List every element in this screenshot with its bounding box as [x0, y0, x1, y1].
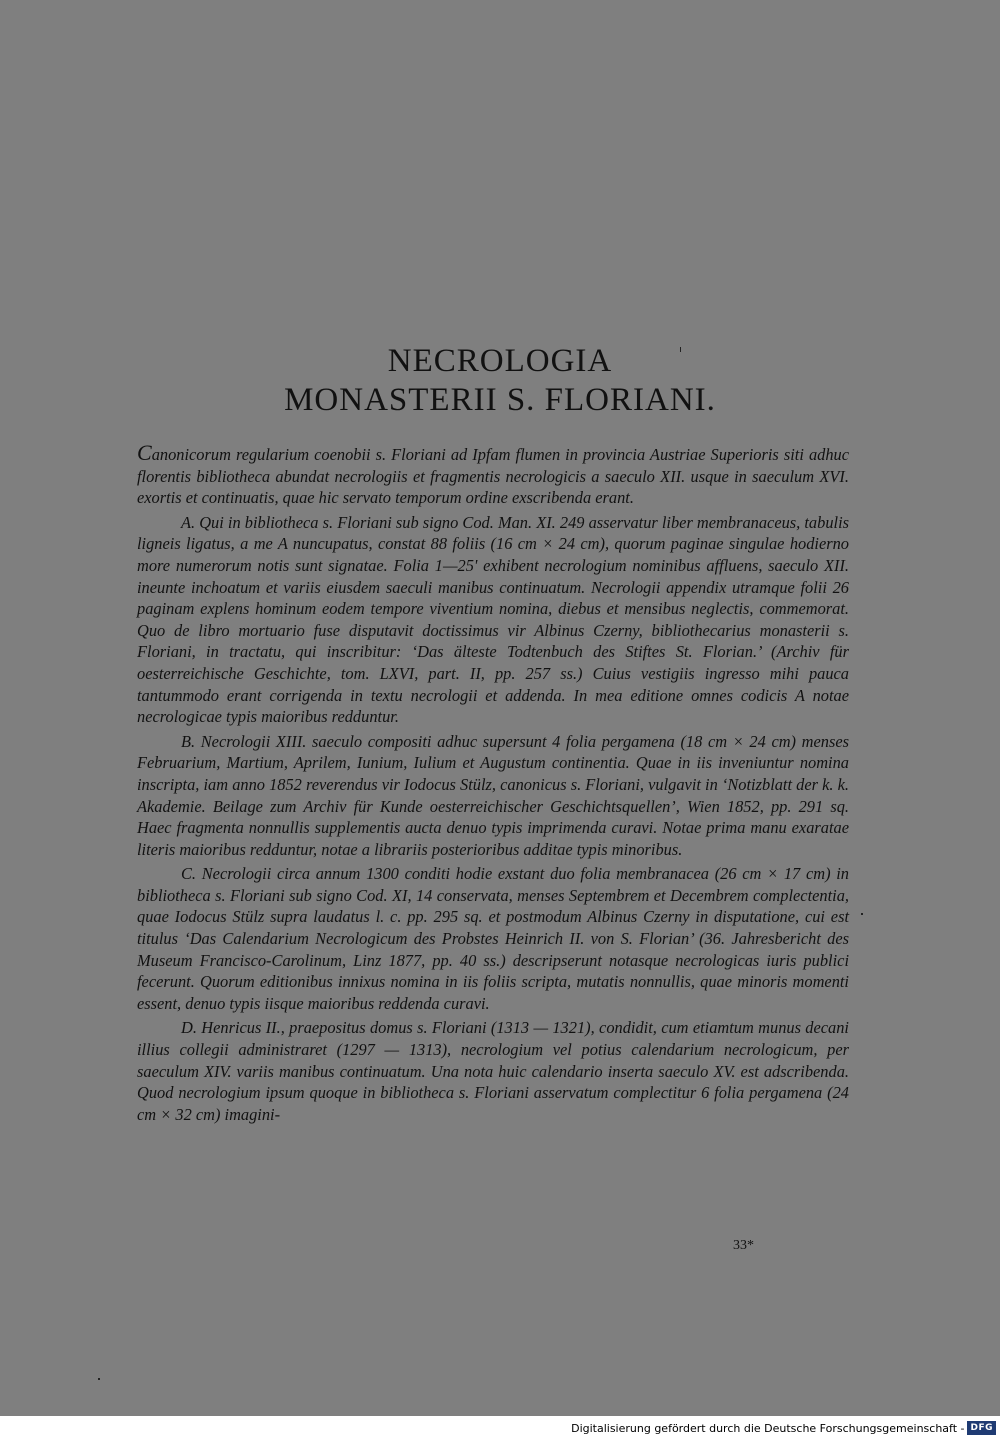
drop-cap: C	[137, 440, 152, 465]
funding-footer	[571, 1419, 996, 1437]
intro-text: anonicorum regularium coenobii s. Floriani ad Ipfam flumen in provincia Austriae Superioris siti adhuc florentis bibliotheca abundat necrologiis et fragmentis necrologicis a saeculo XII. usque in saeculum XVI. exortis et continuatis, quae hic servato temporum ordine exscribenda erant.	[137, 445, 849, 508]
scan-speck	[680, 347, 681, 352]
title-line-2: MONASTERII S. FLORIANI.	[284, 382, 716, 418]
paragraph-d: D. Henricus II., praepositus domus s. Floriani (1313 — 1321), condidit, cum etiamtum munus decani illius collegii administraret (1297 — 1313), necrologium vel potius calendarium necrologicum, per saeculum XIV. variis manibus continuatum. Una nota huic calendario inserta saeculo XV. est adscribenda. Quod necrologium ipsum quoque in bibliotheca s. Floriani asservatum complectitur 6 folia pergamena (24 cm × 32 cm) imagini-	[137, 1018, 849, 1124]
paragraph-b: B. Necrologii XIII. saeculo compositi adhuc supersunt 4 folia pergamena (18 cm × 24 cm) menses Februarium, Martium, Aprilem, Iunium, Iulium et Augustum continentia. Quae in iis inveniuntur nomina inscripta, iam anno 1852 reverendus vir Iodocus Stülz, canonicus s. Floriani, vulgavit in ‘Notizblatt der k. k. Akademie. Beilage zum Archiv für Kunde oesterreichischer Geschichtsquellen’, Wien 1852, pp. 291 sq. Haec fragmenta nonnullis supplementis aucta denuo typis imprimenda curavi. Notae prima manu exaratae literis maioribus redduntur, notae a librariis posterioribus additae typis minoribus.	[137, 731, 849, 859]
title-line-1: NECROLOGIA	[387, 343, 613, 379]
scan-speck	[861, 913, 863, 915]
paragraph-intro	[137, 442, 849, 509]
paragraph-a: A. Qui in bibliotheca s. Floriani sub signo Cod. Man. XI. 249 asservatur liber membranaceus, tabulis ligneis ligatus, a me A nuncupatus, constat 88 foliis (16 cm × 24 cm), quorum paginae singulae hodierno more numerorum notis sunt signatae. Folia 1—25' exhibent necrologium nominibus affluens, saeculo XII. ineunte inchoatum et variis eiusdem saeculi manibus continuatum. Necrologii appendix utramque folii 26 paginam explens hominum eodem tempore viventium nomina, diebus et mensibus neglectis, commemorat. Quo de libro mortuario fuse disputavit doctissimus vir Albinus Czerny, bibliothecarius monasterii s. Floriani, in tractatu, qui inscribitur: ‘Das älteste Todtenbuch des Stiftes St. Florian.’ (Archiv für oesterreichische Geschichte, tom. LXVI, part. II, pp. 257 ss.) Cuius vestigiis ingresso mihi pauca tantummodo erant corrigenda in textu necrologii et addenda. In mea editione omnes codicis A notae necrologicae typis maioribus redduntur.	[137, 512, 849, 727]
funding-text: Digitalisierung gefördert durch die Deutsche Forschungsgemeinschaft -	[571, 1421, 965, 1435]
scan-speck	[98, 1378, 100, 1380]
body-text	[137, 442, 849, 1128]
page-number: 33*	[733, 1238, 754, 1253]
paragraph-c: C. Necrologii circa annum 1300 conditi hodie exstant duo folia membranacea (26 cm × 17 cm) in bibliotheca s. Floriani sub signo Cod. XI, 14 conservata, menses Septembrem et Decembrem complectentia, quae Iodocus Stülz supra laudatus l. c. pp. 295 sq. et postmodum Albinus Czerny in disputatione, cui est titulus ‘Das Calendarium Necrologicum des Probstes Heinrich II. von S. Florian’ (36. Jahresbericht des Museum Francisco-Carolinum, Linz 1877, pp. 40 ss.) descripserunt notasque necrologicas iuris publici fecerunt. Quorum editionibus innixus nomina in iis foliis scripta, mutatis nonnullis, quae minoris momenti essent, denuo typis iisque maioribus reddenda curavi.	[137, 864, 849, 1013]
dfg-logo: DFG	[967, 1421, 996, 1435]
page-title	[0, 342, 1000, 420]
